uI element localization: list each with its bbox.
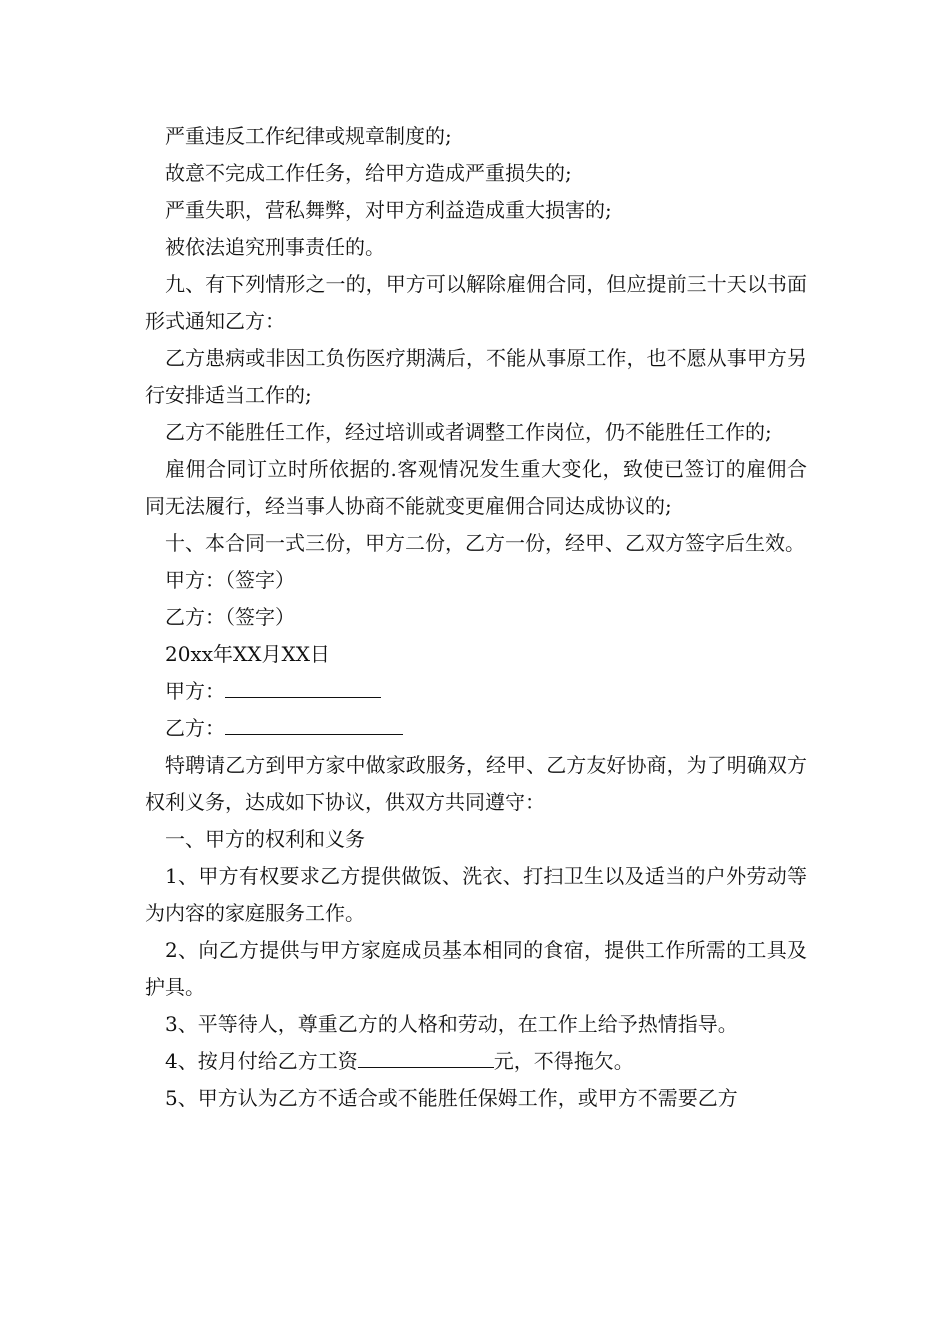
paragraph: 3、平等待人，尊重乙方的人格和劳动，在工作上给予热情指导。 — [165, 1012, 738, 1036]
paragraph: 故意不完成工作任务，给甲方造成严重损失的; — [165, 161, 572, 185]
date-line: 20xx年XX月XX日 — [165, 642, 330, 666]
signature-line-party-b: 乙方：（签字） — [165, 605, 295, 629]
wage-paragraph — [145, 1043, 807, 1080]
paragraph: 九、有下列情形之一的，甲方可以解除雇佣合同，但应提前三十天以书面形式通知乙方： — [145, 272, 807, 333]
party-b-blank-line — [145, 710, 807, 747]
paragraph: 2、向乙方提供与甲方家庭成员基本相同的食宿，提供工作所需的工具及护具。 — [145, 938, 807, 999]
paragraph: 严重失职，营私舞弊，对甲方利益造成重大损害的; — [165, 198, 612, 222]
paragraph: 雇佣合同订立时所依据的.客观情况发生重大变化，致使已签订的雇佣合同无法履行，经当事人协商不能就变更雇佣合同达成协议的; — [145, 457, 807, 518]
paragraph: 乙方患病或非因工负伤医疗期满后，不能从事原工作，也不愿从事甲方另行安排适当工作的; — [145, 346, 807, 407]
paragraph: 1、甲方有权要求乙方提供做饭、洗衣、打扫卫生以及适当的户外劳动等为内容的家庭服务工作。 — [145, 864, 807, 925]
paragraph: 严重违反工作纪律或规章制度的; — [165, 124, 452, 148]
party-b-label: 乙方： — [165, 716, 225, 740]
document-body — [145, 118, 807, 1117]
wage-prefix: 4、按月付给乙方工资 — [165, 1049, 358, 1073]
party-a-label: 甲方： — [165, 679, 225, 703]
party-a-blank-line — [145, 673, 807, 710]
paragraph: 被依法追究刑事责任的。 — [165, 235, 385, 259]
section-heading: 一、甲方的权利和义务 — [165, 827, 365, 851]
paragraph: 特聘请乙方到甲方家中做家政服务，经甲、乙方友好协商，为了明确双方权利义务，达成如下协议，供双方共同遵守： — [145, 753, 807, 814]
paragraph: 乙方不能胜任工作，经过培训或者调整工作岗位，仍不能胜任工作的; — [165, 420, 772, 444]
wage-fill-blank — [358, 1043, 494, 1068]
party-a-fill-blank — [225, 673, 381, 698]
party-b-fill-blank — [225, 710, 403, 735]
paragraph: 十、本合同一式三份，甲方二份，乙方一份，经甲、乙双方签字后生效。 — [165, 531, 805, 555]
paragraph: 5、甲方认为乙方不适合或不能胜任保姆工作，或甲方不需要乙方 — [165, 1086, 738, 1110]
signature-line-party-a: 甲方：（签字） — [165, 568, 295, 592]
wage-suffix: 元，不得拖欠。 — [493, 1049, 634, 1073]
